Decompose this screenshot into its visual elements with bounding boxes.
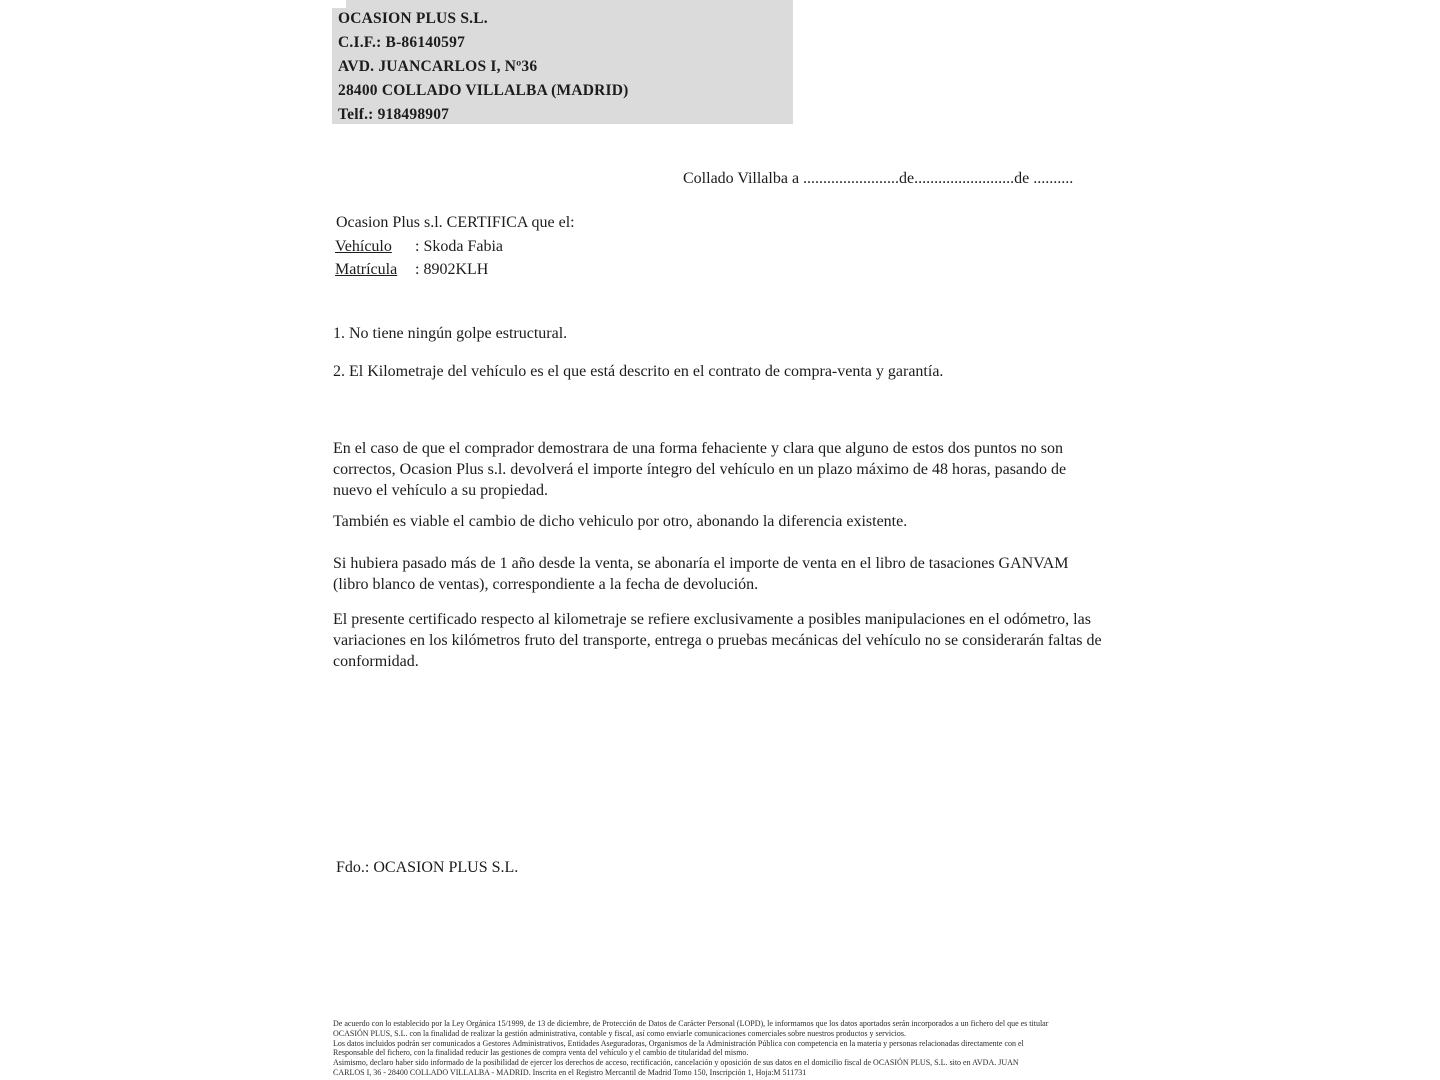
vehicle-line — [335, 238, 503, 256]
paragraph-refund-terms: En el caso de que el comprador demostrara de una forma fehaciente y clara que alguno de estos dos puntos no son correctos, Ocasion Plus s.l. devolverá el importe íntegro del vehículo en un plazo máximo de 48 horas, pasando de nuevo el vehículo a su propiedad. — [333, 440, 1067, 499]
plate-value: : 8902KLH — [415, 261, 489, 278]
plate-label: Matrícula — [335, 261, 398, 278]
legal-line-2: OCASIÓN PLUS, S.L. con la finalidad de realizar la gestión administrativa, contable y fiscal, así como enviarle comunicaciones comerciales sobre nuestros productos y servicios. — [333, 1028, 906, 1038]
company-name: OCASION PLUS S.L. — [338, 10, 488, 27]
legal-line-6: CARLOS I, 36 - 28400 COLLADO VILLALBA - MADRID. Inscrita en el Registro Mercantil de Madrid Tomo 150, Inscripción 1, Hoja:M 511731 — [333, 1067, 807, 1077]
vehicle-value: : Skoda Fabia — [415, 238, 503, 255]
signature-line: Fdo.: OCASION PLUS S.L. — [336, 859, 519, 876]
legal-line-3: Los datos incluidos podrán ser comunicados a Gestores Administrativos, Entidades Aseguradoras, Organismos de la Administración Pública con competencia en la materia y personas relacionadas directamente con el — [333, 1038, 1024, 1048]
company-cif: C.I.F.: B-86140597 — [338, 34, 466, 51]
company-address: AVD. JUANCARLOS I, Nº36 — [338, 58, 538, 75]
date-line: Collado Villalba a ........................de.........................de .......... — [683, 170, 1074, 187]
legal-fine-print — [333, 1019, 1048, 1078]
certify-intro: Ocasion Plus s.l. CERTIFICA que el: — [336, 214, 575, 231]
company-city: 28400 COLLADO VILLALBA (MADRID) — [338, 82, 629, 99]
vehicle-label: Vehículo — [335, 238, 392, 255]
certificate-point-1: 1. No tiene ningún golpe estructural. — [333, 325, 568, 342]
paragraph-exchange-option: También es viable el cambio de dicho vehiculo por otro, abonando la diferencia existente. — [333, 513, 908, 530]
certificate-point-2: 2. El Kilometraje del vehículo es el que está descrito en el contrato de compra-venta y garantía. — [333, 363, 944, 380]
paragraph-ganvam-valuation: Si hubiera pasado más de 1 año desde la venta, se abonaría el importe de venta en el libro de tasaciones GANVAM (libro blanco de ventas), correspondiente a la fecha de devolución. — [333, 555, 1069, 593]
legal-line-4: Responsable del fichero, con la finalidad reducir las gestiones de compra venta del vehículo y el cambio de titularidad del mismo. — [333, 1048, 749, 1058]
paragraph-odometer-disclaimer: El presente certificado respecto al kilometraje se refiere exclusivamente a posibles manipulaciones en el odómetro, las variaciones en los kilómetros fruto del transporte, entrega o pruebas mecánicas del vehículo no se considerarán faltas de conformidad. — [333, 611, 1102, 670]
scan-artifact-notch — [332, 0, 346, 8]
plate-line — [335, 261, 488, 279]
legal-line-5: Asimismo, declaro haber sido informado de la posibilidad de ejercer los derechos de acceso, rectificación, cancelación y oposición de sus datos en el domicilio fiscal de OCASIÓN PLUS, S.L. sito en AVDA. JUAN — [333, 1058, 1019, 1068]
company-phone: Telf.: 918498907 — [338, 106, 450, 123]
legal-line-1: De acuerdo con lo establecido por la Ley Orgánica 15/1999, de 13 de diciembre, de Protección de Datos de Carácter Personal (LOPD), le informamos que los datos aportados serán incorporados a un fichero del que es titular — [333, 1019, 1049, 1028]
company-header-block — [332, 0, 793, 124]
